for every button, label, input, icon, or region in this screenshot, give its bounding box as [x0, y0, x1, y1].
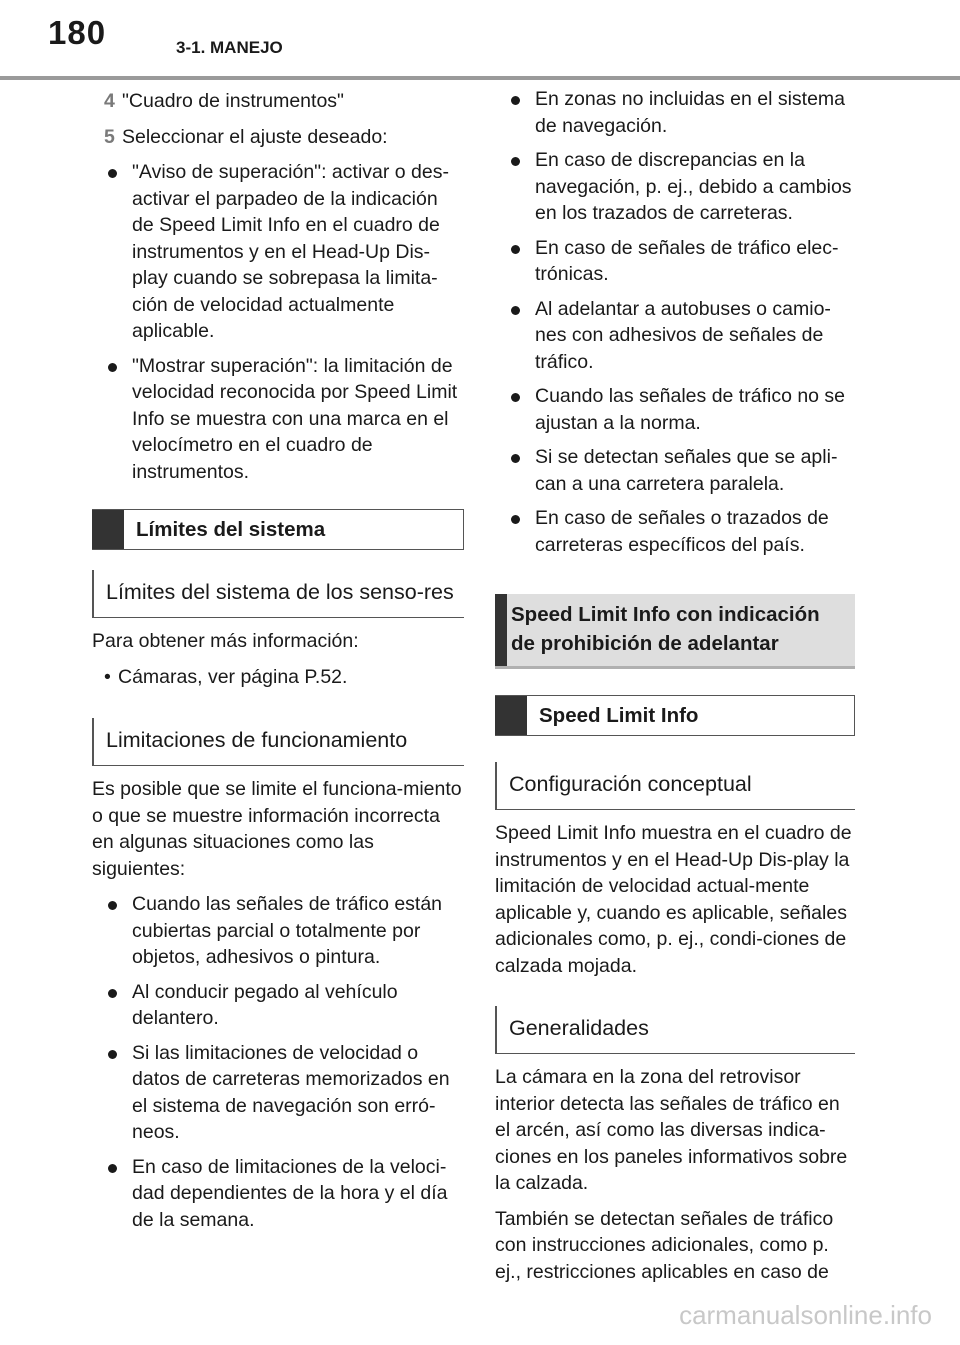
bullet-text: Si se detectan señales que se apli-can a una carretera paralela.	[535, 446, 838, 495]
bullet-dot-icon	[511, 515, 520, 524]
paragraph: También se detectan señales de tráfico con instrucciones adicionales, como p. ej., restricciones aplicables en caso de	[495, 1207, 834, 1283]
heading-prohibicion-adelantar	[495, 594, 855, 669]
heading-bar	[495, 696, 527, 735]
bullet-text: Cuando las señales de tráfico están cubiertas parcial o totalmente por objetos, adhesivos o pintura.	[132, 893, 443, 968]
bullet-item	[495, 296, 855, 376]
subheading-configuracion	[495, 762, 855, 810]
step-text: "Cuadro de instrumentos"	[122, 90, 344, 112]
left-column	[92, 86, 464, 1241]
subheading-funcionamiento	[92, 718, 464, 766]
subheading-rule	[495, 1006, 497, 1053]
bullet-text: En caso de limitaciones de la veloci-dad dependientes de la hora y el día de la semana.	[132, 1155, 448, 1231]
bullet-item	[495, 86, 855, 139]
subheading-text: Limitaciones de funcionamiento	[106, 728, 408, 752]
bullet-text: Si las limitaciones de velocidad o datos de carreteras memorizados en el sistema de navegación son erró-neos.	[132, 1041, 450, 1143]
step-5	[92, 124, 464, 151]
bullet-item	[495, 235, 855, 288]
heading-text: Límites del sistema	[136, 518, 326, 541]
bullet-item	[92, 979, 464, 1032]
bullet-text: En caso de señales o trazados de carreteras específicos del país.	[535, 507, 829, 556]
bullet-dot-icon	[511, 454, 520, 463]
subheading-text: Configuración conceptual	[509, 772, 752, 796]
bullet-item	[92, 891, 464, 971]
bullet-item	[495, 147, 855, 227]
heading-bar	[92, 510, 124, 549]
bullet-dot-icon	[108, 169, 117, 178]
subheading-rule	[92, 570, 94, 617]
bullet-text: "Mostrar superación": la limitación de velocidad reconocida por Speed Limit Info se muestra con una marca en el velocímetro en el cuadro de instrumentos.	[132, 354, 458, 483]
bullet-text: En caso de señales de tráfico elec-trónicas.	[535, 236, 839, 285]
paragraph: Para obtener más información:	[92, 630, 359, 652]
bullet-dot-icon	[108, 1050, 117, 1059]
bullet-text: En zonas no incluidas en el sistema de navegación.	[535, 88, 846, 137]
page-number: 180	[48, 14, 107, 51]
bullet-item	[495, 383, 855, 436]
paragraph: Es posible que se limite el funciona-miento o que se muestre información incorrecta en algunas situaciones como las siguientes:	[92, 778, 462, 880]
subheading-text: Límites del sistema de los senso-res	[106, 580, 454, 604]
watermark: carmanualsonline.info	[679, 1300, 932, 1330]
bullet-text: En caso de discrepancias en la navegación, p. ej., debido a cambios en los trazados de carreteras.	[535, 149, 852, 224]
bullet-dot-icon	[511, 245, 520, 254]
right-column	[495, 86, 855, 1294]
list-text: Cámaras, ver página P.52.	[118, 665, 348, 688]
list-item	[92, 664, 464, 691]
bullet-dot-icon	[511, 96, 520, 105]
heading-limites-sistema	[92, 509, 464, 550]
step-number: 4	[104, 90, 115, 112]
page-header	[0, 0, 960, 80]
heading-speed-limit-info	[495, 695, 855, 736]
bullet-text: Cuando las señales de tráfico no se ajustan a la norma.	[535, 385, 846, 434]
section-title: 3-1. MANEJO	[176, 38, 283, 57]
bullet-dot-icon	[108, 363, 117, 372]
bullet-text: Al conducir pegado al vehículo delantero.	[132, 980, 398, 1029]
bullet-text: Al adelantar a autobuses o camio-nes con adhesivos de señales de tráfico.	[535, 297, 831, 373]
bullet-item	[92, 159, 464, 345]
bullet-dot-icon	[511, 393, 520, 402]
step-text: Seleccionar el ajuste deseado:	[122, 125, 388, 148]
bullet-dot-icon	[511, 306, 520, 315]
bullet-dot-icon	[108, 1164, 117, 1173]
subheading-sensores	[92, 570, 464, 618]
bullet-text: "Aviso de superación": activar o des-activar el parpadeo de la indicación de Speed Limit Info en el cuadro de instrumentos y en el Head-Up Dis-play cuando se sobrepasa la limita-ción de velocidad actualmente aplicable.	[132, 161, 449, 342]
bullet-dot-icon	[108, 989, 117, 998]
step-number: 5	[104, 125, 115, 148]
bullet-item	[495, 444, 855, 497]
subheading-generalidades	[495, 1006, 855, 1054]
step-4	[92, 88, 464, 115]
subheading-text: Generalidades	[509, 1016, 649, 1040]
paragraph: Speed Limit Info muestra en el cuadro de instrumentos y en el Head-Up Dis-play la limitación de velocidad actual-mente aplicable y, cuando es aplicable, señales adicionales como, p. ej., condi-ciones de calzada mojada.	[495, 822, 852, 977]
bullet-dot-icon	[108, 901, 117, 910]
heading-bar	[495, 594, 507, 666]
header-divider	[0, 76, 960, 80]
bullet-item	[92, 353, 464, 486]
paragraph: La cámara en la zona del retrovisor interior detecta las señales de tráfico en el arcén, así como las diversas indica-ciones en los paneles informativos sobre la calzada.	[495, 1066, 848, 1194]
heading-text: Speed Limit Info con indicación de prohibición de adelantar	[511, 603, 820, 655]
bullet-dot-icon	[511, 157, 520, 166]
heading-text: Speed Limit Info	[539, 704, 699, 727]
subheading-rule	[92, 718, 94, 765]
list-dot: •	[104, 665, 111, 688]
bullet-item	[495, 505, 855, 558]
subheading-rule	[495, 762, 497, 809]
bullet-item	[92, 1040, 464, 1146]
bullet-item	[92, 1154, 464, 1234]
